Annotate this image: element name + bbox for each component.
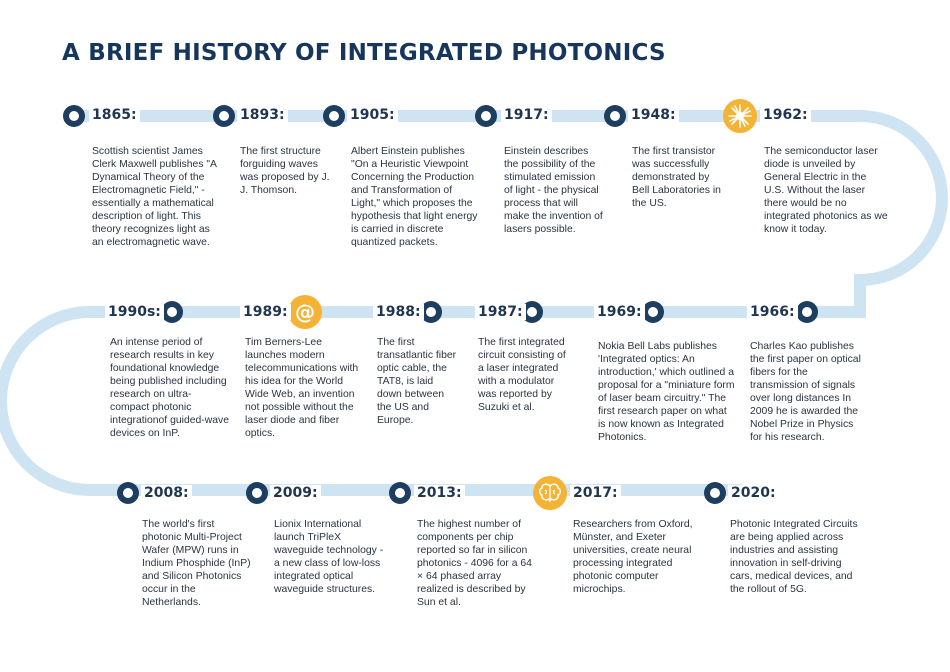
year-label-2009: 2009: bbox=[270, 485, 321, 501]
event-text-2020: Photonic Integrated Circuits are being applied across industries and assisting innovation in self-driving cars, medical devices, and the rollout of 5G. bbox=[730, 519, 858, 595]
year-label-1865: 1865: bbox=[89, 107, 140, 123]
event-text-2009: Lionix International launch TriPleX waveguide technology - a new class of low-loss integrated optical waveguide structures. bbox=[274, 519, 384, 595]
timeline-node-1969 bbox=[642, 301, 664, 323]
timeline-node-1905 bbox=[323, 105, 345, 127]
timeline-node-1865 bbox=[63, 105, 85, 127]
year-label-1969: 1969: bbox=[594, 304, 645, 320]
timeline-node-2008 bbox=[117, 482, 139, 504]
at-sign-icon: @ bbox=[288, 295, 322, 329]
event-text-2017: Researchers from Oxford, Münster, and Exeter universities, create neural processing integrated photonic computer microchips. bbox=[573, 519, 693, 595]
year-label-1987: 1987: bbox=[475, 304, 526, 320]
year-label-1905: 1905: bbox=[347, 107, 398, 123]
year-label-2020: 2020: bbox=[728, 485, 779, 501]
year-label-1917: 1917: bbox=[501, 107, 552, 123]
event-text-2008: The world's first photonic Multi-Project Wafer (MPW) runs in Indium Phosphide (InP) and Silicon Photonics occur in the Netherlands. bbox=[142, 519, 251, 608]
year-label-1962: 1962: bbox=[760, 107, 811, 123]
year-label-1990s: 1990s: bbox=[105, 304, 164, 320]
year-label-1948: 1948: bbox=[628, 107, 679, 123]
year-label-2008: 2008: bbox=[141, 485, 192, 501]
brain-icon bbox=[533, 476, 567, 510]
laser-burst-icon bbox=[723, 99, 757, 133]
year-label-1893: 1893: bbox=[237, 107, 288, 123]
event-text-1948: The first transistor was successfully demonstrated by Bell Laboratories in the US. bbox=[632, 146, 721, 209]
event-text-1962: The semiconductor laser diode is unveiled by General Electric in the U.S. Without the laser there would be no integrated photonics as we know it today. bbox=[764, 146, 888, 235]
event-text-1893: The first structure forguiding waves was proposed by J. J. Thomson. bbox=[240, 146, 330, 196]
event-text-1989: Tim Berners-Lee launches modern telecommunications with his idea for the World Wide Web, an invention not possible without the laser diode and fiber optics. bbox=[245, 337, 359, 439]
year-label-1966: 1966: bbox=[747, 304, 798, 320]
event-text-1905: Albert Einstein publishes "On a Heuristic Viewpoint Concerning the Production and Transformation of Light," which proposes the hypothesis that light energy is carried in discrete quantized packets. bbox=[351, 146, 478, 248]
event-text-1988: The first transatlantic fiber optic cable, the TAT8, is laid down between the US and Europe. bbox=[377, 337, 457, 426]
timeline-node-2020 bbox=[704, 482, 726, 504]
timeline-node-1917 bbox=[475, 105, 497, 127]
event-text-1990s: An intense period of research results in key foundational knowledge being published including research on ultra-compact photonic integrationof guided-wave devices on InP. bbox=[110, 337, 229, 439]
event-text-1865: Scottish scientist James Clerk Maxwell publishes "A Dynamical Theory of the Electromagnetic Field," - essentially a mathematical description of light. This theory recognizes light as an electromagnetic wave. bbox=[92, 146, 217, 248]
event-text-1969: Nokia Bell Labs publishes 'Integrated optics: An introduction,' which outlined a proposal for a "miniature form of laser beam circuitry." The first research paper on what is now known as Integrated Photonics. bbox=[598, 341, 735, 443]
year-label-2017: 2017: bbox=[570, 485, 621, 501]
timeline-node-1893 bbox=[213, 105, 235, 127]
timeline-node-1966 bbox=[796, 301, 818, 323]
year-label-1988: 1988: bbox=[373, 304, 424, 320]
event-text-2013: The highest number of components per chip reported so far in silicon photonics - 4096 for a 64 × 64 phased array realized is described by Sun et al. bbox=[417, 519, 532, 608]
event-text-1987: The first integrated circuit consisting of a laser integrated with a modulator was reported by Suzuki et al. bbox=[478, 337, 566, 413]
timeline-node-2013 bbox=[389, 482, 411, 504]
timeline-node-1990s bbox=[161, 301, 183, 323]
year-label-1989: 1989: bbox=[240, 304, 291, 320]
timeline-node-1948 bbox=[604, 105, 626, 127]
page-title: A BRIEF HISTORY OF INTEGRATED PHOTONICS bbox=[62, 40, 666, 66]
year-label-2013: 2013: bbox=[414, 485, 465, 501]
timeline-node-2009 bbox=[246, 482, 268, 504]
event-text-1917: Einstein describes the possibility of the stimulated emission of light - the physical process that will make the invention of lasers possible. bbox=[504, 146, 603, 235]
event-text-1966: Charles Kao publishes the first paper on optical fibers for the transmission of signals over long distances In 2009 he is awarded the Nobel Prize in Physics for his research. bbox=[750, 341, 861, 443]
